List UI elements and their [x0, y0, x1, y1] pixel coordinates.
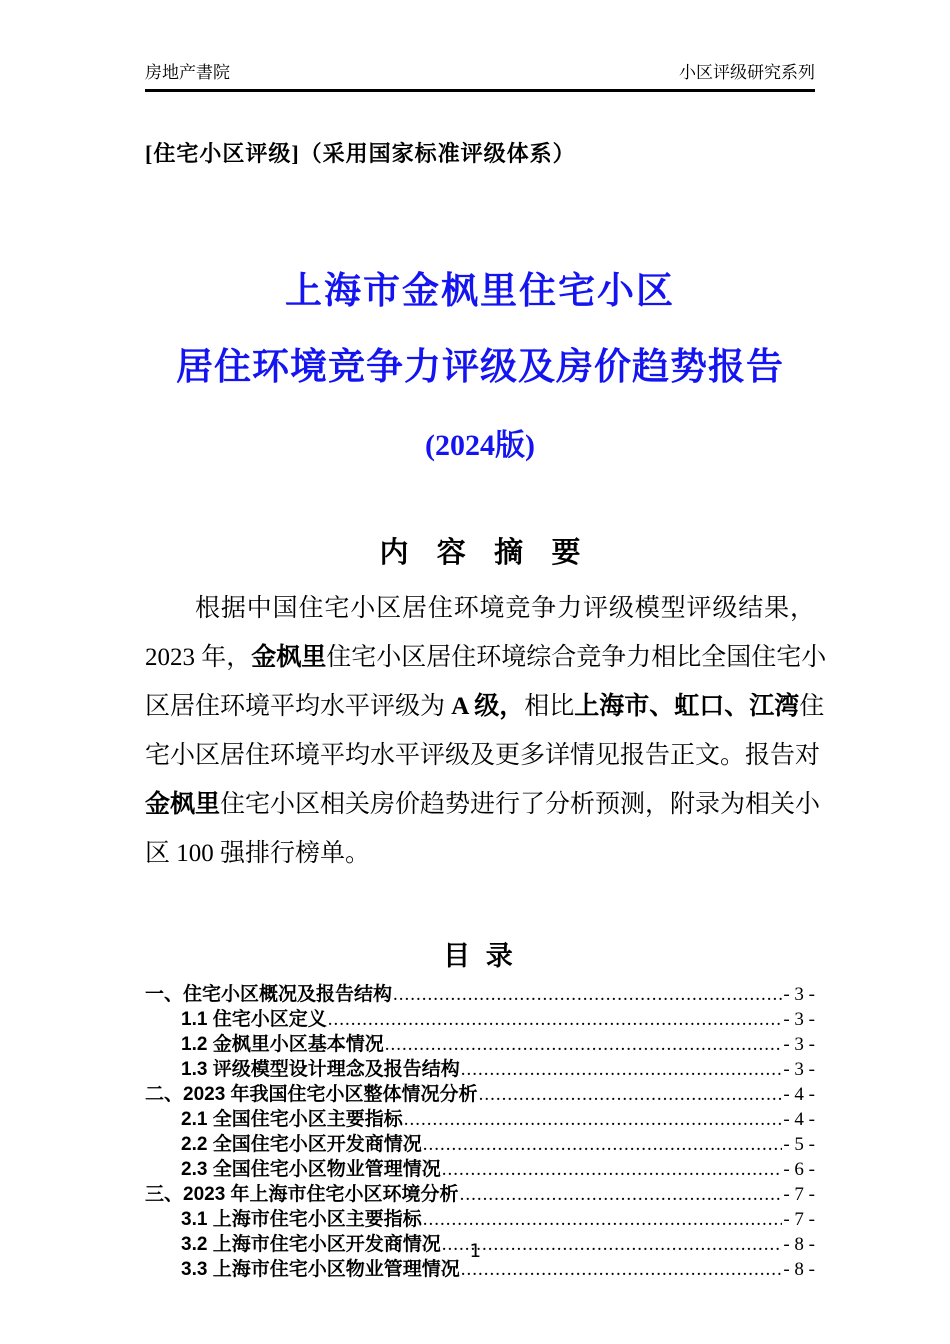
toc-dot-leader — [442, 1157, 783, 1182]
toc-entry-page: - 3 - — [783, 983, 815, 1005]
toc-entry-label: 2.2 全国住宅小区开发商情况 — [181, 1133, 422, 1155]
toc-entry-label: 一、住宅小区概况及报告结构 — [145, 983, 393, 1005]
toc-entry[interactable] — [145, 1057, 815, 1082]
abstract-bold-text: A 级， — [451, 692, 525, 720]
toc-entry[interactable] — [145, 1207, 815, 1232]
abstract-text: 根据中国住宅小区居住环境竞争力评级模型评级结果， — [195, 594, 815, 622]
toc-entry-page: - 8 - — [783, 1258, 815, 1280]
toc-entry-page: - 3 - — [783, 1008, 815, 1030]
toc-entry-page: - 3 - — [783, 1033, 815, 1055]
toc-entry-page: - 7 - — [783, 1208, 815, 1230]
abstract-bold-text: 上海市、虹口、江湾 — [574, 692, 800, 720]
abstract-line — [145, 780, 821, 829]
toc-entry[interactable] — [145, 1032, 815, 1057]
toc-dot-leader — [328, 1007, 783, 1032]
toc-entry-label: 2.1 全国住宅小区主要指标 — [181, 1108, 403, 1130]
toc-entry[interactable] — [145, 1132, 815, 1157]
toc-dot-leader — [423, 1132, 783, 1157]
report-title-block — [145, 260, 815, 464]
abstract-heading: 内 容 摘 要 — [379, 536, 591, 569]
abstract-line — [145, 584, 815, 633]
report-edition: (2024版) — [425, 428, 535, 462]
report-title-line2: 居住环境竞争力评级及房价趋势报告 — [176, 346, 784, 388]
toc-entry[interactable] — [145, 1082, 815, 1107]
toc-entry-page: - 4 - — [783, 1083, 815, 1105]
toc-entry[interactable] — [145, 1007, 815, 1032]
toc-heading: 目 录 — [443, 940, 517, 971]
report-title-line1: 上海市金枫里住宅小区 — [285, 270, 675, 312]
toc-entry-label: 1.2 金枫里小区基本情况 — [181, 1033, 384, 1055]
abstract-text: 区居住环境平均水平评级为 — [145, 692, 452, 720]
abstract-line — [145, 829, 815, 878]
header-right-text: 小区评级研究系列 — [679, 63, 815, 82]
abstract-text: 住宅小区相关房价趋势进行了分析预测，附录为相关小 — [220, 790, 821, 818]
abstract-text: 住宅小区居住环境综合竞争力相比全国住宅小 — [326, 643, 827, 671]
abstract-text: 2023 年， — [145, 643, 252, 671]
toc-entry-label: 3.1 上海市住宅小区主要指标 — [181, 1208, 422, 1230]
toc-entry-page: - 3 - — [783, 1058, 815, 1080]
toc-list — [145, 982, 815, 1282]
toc-dot-leader — [385, 1032, 783, 1057]
toc-entry[interactable] — [145, 1157, 815, 1182]
header-left-text: 房地产書院 — [145, 63, 230, 82]
toc-dot-leader — [404, 1107, 783, 1132]
toc-dot-leader — [479, 1082, 783, 1107]
rating-system-note: [住宅小区评级]（采用国家标准评级体系） — [145, 140, 576, 166]
toc-entry[interactable] — [145, 1182, 815, 1207]
toc-dot-leader — [393, 982, 782, 1007]
abstract-bold-text: 金枫里 — [145, 790, 221, 818]
toc-entry-label: 2.3 全国住宅小区物业管理情况 — [181, 1158, 441, 1180]
abstract-text: 住 — [799, 692, 825, 720]
abstract-paragraph — [145, 584, 827, 878]
abstract-line — [145, 731, 821, 780]
toc-dot-leader — [461, 1057, 783, 1082]
toc-entry[interactable] — [145, 982, 815, 1007]
abstract-line — [145, 682, 825, 731]
toc-entry-page: - 4 - — [783, 1108, 815, 1130]
abstract-line — [145, 633, 827, 682]
abstract-text: 相比 — [524, 692, 575, 720]
toc-entry[interactable] — [145, 1107, 815, 1132]
toc-dot-leader — [423, 1207, 783, 1232]
toc-dot-leader — [460, 1182, 783, 1207]
toc-entry-label: 1.3 评级模型设计理念及报告结构 — [181, 1058, 460, 1080]
page-header — [145, 0, 815, 92]
toc-entry-label: 1.1 住宅小区定义 — [181, 1008, 327, 1030]
toc-entry-page: - 5 - — [783, 1133, 815, 1155]
abstract-bold-text: 金枫里 — [251, 643, 327, 671]
page-number: 1 — [469, 1240, 481, 1262]
toc-entry-label: 3.3 上海市住宅小区物业管理情况 — [181, 1258, 460, 1280]
toc-entry-label: 三、2023 年上海市住宅小区环境分析 — [145, 1183, 459, 1205]
abstract-text: 区 100 强排行榜单。 — [145, 839, 371, 867]
toc-entry-page: - 7 - — [783, 1183, 815, 1205]
abstract-text: 宅小区居住环境平均水平评级及更多详情见报告正文。报告对 — [145, 741, 821, 769]
toc-entry-page: - 8 - — [783, 1233, 815, 1255]
toc-entry-page: - 6 - — [783, 1158, 815, 1180]
toc-entry-label: 3.2 上海市住宅小区开发商情况 — [181, 1233, 441, 1255]
toc-entry-label: 二、2023 年我国住宅小区整体情况分析 — [145, 1083, 478, 1105]
